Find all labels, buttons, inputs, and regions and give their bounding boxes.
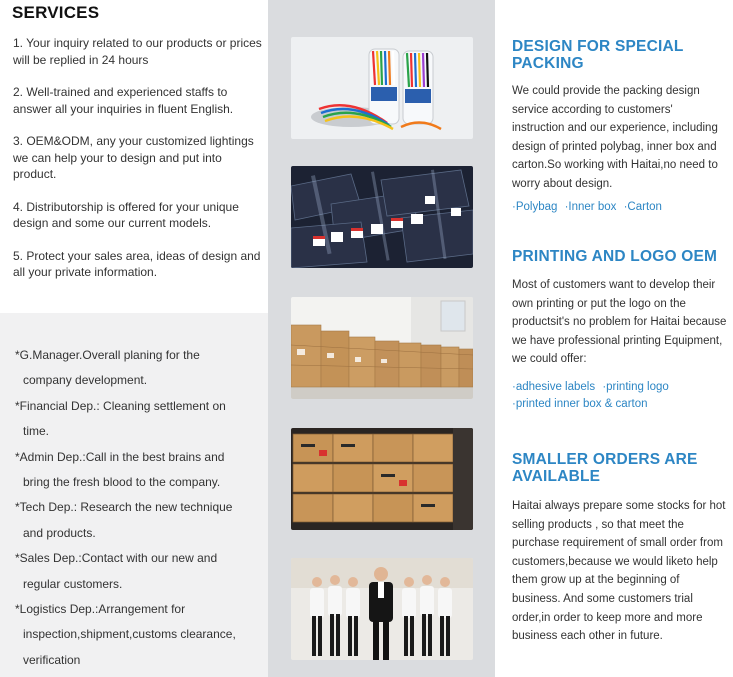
cable-tie-tubes-photo xyxy=(291,37,473,139)
department-line: company development. xyxy=(23,373,148,388)
department-line: and products. xyxy=(23,525,96,540)
services-item: 4. Distributorship is offered for your unique design and some our current models. xyxy=(13,199,239,230)
department-line: *Tech Dep.: Research the new technique xyxy=(15,500,233,515)
department-line: *Admin Dep.:Call in the best brains and xyxy=(15,449,225,464)
department-line: time. xyxy=(23,424,50,439)
department-line: *Logistics Dep.:Arrangement for xyxy=(15,602,186,617)
tag-printing-logo: ·printing logo xyxy=(602,381,669,393)
services-item: 2. Well-trained and experienced staffs to answer all your inquiries in fluent English. xyxy=(13,85,234,116)
packaged-cable-ties-photo xyxy=(291,166,473,268)
tag-inner-box: ·Inner box xyxy=(564,201,617,213)
printing-logo-heading: PRINTING AND LOGO OEM xyxy=(512,248,718,265)
photo-column xyxy=(268,0,495,677)
services-item: 3. OEM&ODM, any your customized lightings we can help your to design and put into product. xyxy=(13,134,254,181)
departments-list xyxy=(15,343,265,673)
design-packing-tags xyxy=(512,199,727,216)
left-column xyxy=(0,0,268,677)
services-panel xyxy=(0,0,268,313)
printing-logo-tags xyxy=(512,379,727,413)
services-item: 5. Protect your sales area, ideas of design and all your private information. xyxy=(13,248,261,279)
design-packing-heading: DESIGN FOR SPECIAL PACKING xyxy=(512,38,684,72)
services-list xyxy=(13,35,263,297)
tag-carton: ·Carton xyxy=(623,201,662,213)
department-line: bring the fresh blood to the company. xyxy=(23,475,221,490)
smaller-orders-heading: SMALLER ORDERS ARE AVAILABLE xyxy=(512,451,698,485)
department-line: inspection,shipment,customs clearance, xyxy=(23,627,236,642)
right-column xyxy=(495,0,733,677)
design-packing-text: We could provide the packing design service according to customers' instruction and our experience, including design of printed polybag, inner box and carton.So working with Haitai,no need to worry about design. xyxy=(512,85,718,190)
services-item: 1. Your inquiry related to our products or prices will be replied in 24 hours xyxy=(13,36,262,67)
stacked-cartons-photo xyxy=(291,428,473,530)
department-line: regular customers. xyxy=(23,576,123,591)
services-title: SERVICES xyxy=(12,3,100,22)
smaller-orders-text: Haitai always prepare some stocks for hot selling products , so that meet the purchase requirement of small order from customers,because we would liketo help them grow up at the beginning of business. And some customers trial order,in order to keep more and more business each other in future. xyxy=(512,500,726,643)
tag-polybag: ·Polybag xyxy=(512,201,558,213)
tag-printed-inner-box: ·printed inner box & carton xyxy=(512,398,648,410)
department-line: *G.Manager.Overall planing for the xyxy=(15,348,200,362)
printing-logo-text: Most of customers want to develop their own printing or put the logo on the productsit's no problem for Haitai because we have professional printing Equipment, we could offer: xyxy=(512,279,727,366)
department-line: *Financial Dep.: Cleaning settlement on xyxy=(15,398,226,413)
department-line: verification xyxy=(23,652,81,667)
department-line: *Sales Dep.:Contact with our new and xyxy=(15,551,218,566)
warehouse-cartons-photo xyxy=(291,297,473,399)
departments-panel xyxy=(0,313,268,677)
team-photo xyxy=(291,558,473,660)
tag-adhesive-labels: ·adhesive labels xyxy=(512,381,596,393)
